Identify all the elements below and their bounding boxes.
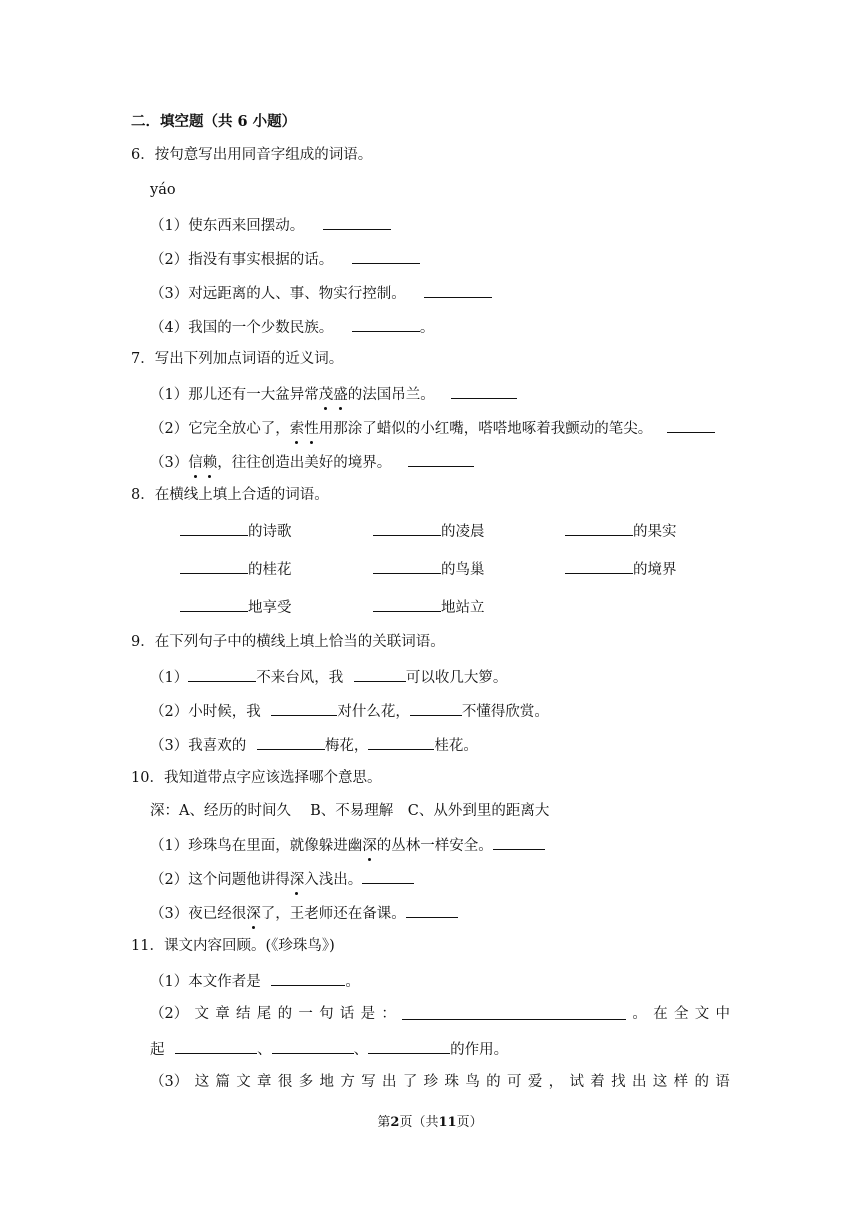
item-char: 地	[319, 1074, 335, 1090]
cell-text: 地享受	[248, 600, 292, 616]
item-text: 的法国吊兰。	[347, 387, 435, 403]
answer-blank[interactable]	[180, 596, 248, 612]
answer-blank[interactable]	[408, 451, 474, 467]
item-text: （1）	[150, 670, 189, 686]
answer-blank[interactable]	[362, 868, 414, 884]
q10-options: 深：A、经历的时间久 B、不易理解 C、从外到里的距离大	[150, 803, 550, 819]
answer-blank[interactable]	[180, 520, 248, 536]
item-text: （3）	[150, 455, 189, 471]
question-9-stem: 9．在下列句子中的横线上填上恰当的关联词语。	[131, 634, 445, 650]
q9-item-3	[150, 734, 478, 756]
item-char: 句	[319, 1006, 334, 1022]
item-char: 。	[632, 1006, 647, 1022]
answer-blank[interactable]	[180, 558, 248, 574]
answer-blank[interactable]	[406, 902, 458, 918]
q11-item-2-line-1	[150, 1004, 730, 1024]
item-char: 的	[694, 1074, 709, 1090]
item-char: 写	[361, 1074, 376, 1090]
item-text: 。	[345, 974, 360, 990]
footer-text: 页（共	[399, 1115, 439, 1130]
item-text: 了，王老师还在备课。	[260, 906, 406, 922]
item-text: （2）指没有事实根据的话。	[150, 252, 334, 268]
item-char: 在	[653, 1006, 668, 1022]
answer-blank[interactable]	[451, 383, 517, 399]
question-11-stem: 11．课文内容回顾。(《珍珠鸟》)	[131, 938, 335, 954]
answer-blank[interactable]	[667, 417, 715, 433]
item-char: 珠	[444, 1074, 459, 1090]
answer-blank[interactable]	[493, 834, 545, 850]
item-text: 入浅出。	[304, 872, 363, 888]
q7-item-2	[150, 417, 715, 439]
item-char: 章	[257, 1074, 272, 1090]
q11-item-2-line-2	[150, 1038, 508, 1060]
item-text: （1）本文作者是	[150, 974, 261, 990]
q8-cell	[565, 558, 677, 580]
item-text: 不来台风，我	[256, 670, 344, 686]
item-char: 可	[506, 1074, 522, 1090]
item-text: （3）夜已经很	[150, 906, 247, 922]
item-text: 起	[150, 1042, 165, 1058]
answer-blank[interactable]	[354, 666, 406, 682]
pinyin-label: yáo	[150, 182, 176, 198]
answer-blank[interactable]	[373, 596, 441, 612]
item-text: （3）我喜欢的	[150, 738, 247, 754]
q9-item-2	[150, 700, 549, 722]
item-char: 全	[673, 1006, 689, 1022]
item-char: 的	[277, 1006, 293, 1022]
item-text: 桂花。	[434, 738, 478, 754]
answer-blank[interactable]	[271, 700, 337, 716]
dotted-char: 深	[246, 906, 261, 922]
answer-blank[interactable]	[323, 214, 391, 230]
footer-text: 页）	[456, 1115, 483, 1130]
q8-cell	[373, 558, 485, 580]
q10-item-3	[150, 902, 458, 924]
item-text: （1）使东西来回摆动。	[150, 218, 305, 234]
q6-item-4	[150, 316, 434, 338]
item-text: ，往往创造出美好的境界。	[217, 455, 392, 471]
item-text: （2）它完全放心了，	[150, 421, 290, 437]
answer-blank[interactable]	[410, 700, 462, 716]
page-number: 2	[390, 1115, 400, 1130]
item-text: 可以收几大箩。	[405, 670, 508, 686]
answer-blank[interactable]	[424, 282, 492, 298]
cell-text: 地站立	[441, 600, 485, 616]
item-char: 爱	[527, 1074, 543, 1090]
item-char: 这	[652, 1074, 668, 1090]
item-char: 篇	[215, 1074, 230, 1090]
item-text: 不懂得欣赏。	[461, 704, 549, 720]
item-text: （2）小时候，我	[150, 704, 261, 720]
answer-blank[interactable]	[272, 1038, 354, 1054]
item-text: 的丛林一样安全。	[376, 838, 493, 854]
answer-blank[interactable]	[565, 558, 633, 574]
answer-blank[interactable]	[368, 734, 434, 750]
item-text: 对什么花，	[337, 704, 410, 720]
item-text: （2）这个问题他讲得	[150, 872, 290, 888]
q9-item-1	[150, 666, 507, 688]
item-text: （4）我国的一个少数民族。	[150, 320, 334, 336]
answer-blank[interactable]	[352, 316, 420, 332]
item-char: 很	[277, 1074, 293, 1090]
total-pages: 11	[438, 1115, 457, 1130]
dotted-char: 性	[304, 421, 319, 437]
item-char: 中	[715, 1006, 730, 1022]
item-char: 文	[694, 1006, 710, 1022]
item-char: 语	[715, 1074, 730, 1090]
item-char: 多	[298, 1074, 314, 1090]
cell-text: 的桂花	[248, 562, 292, 578]
question-10-stem: 10．我知道带点字应该选择哪个意思。	[131, 770, 382, 786]
q6-item-3	[150, 282, 492, 304]
dotted-char: 深	[362, 838, 377, 854]
item-text: （3）对远距离的人、事、物实行控制。	[150, 286, 406, 302]
item-char: ，	[548, 1074, 564, 1090]
footer-text: 第	[377, 1115, 391, 1130]
item-char: 文	[236, 1074, 251, 1090]
item-char: 着	[590, 1074, 605, 1090]
answer-blank[interactable]	[257, 734, 325, 750]
item-char: 这	[194, 1074, 210, 1090]
q6-item-2	[150, 248, 420, 270]
item-char: 话	[339, 1006, 355, 1022]
dotted-char: 盛	[333, 387, 348, 403]
answer-blank[interactable]	[352, 248, 420, 264]
separator: 、	[353, 1042, 369, 1058]
cell-text: 的果实	[633, 524, 677, 540]
item-char: 尾	[256, 1006, 272, 1022]
answer-blank[interactable]	[402, 1004, 626, 1020]
q7-item-1	[150, 383, 517, 405]
page-footer	[0, 1111, 860, 1130]
item-char: ：	[381, 1006, 396, 1022]
q8-cell	[180, 520, 292, 542]
answer-blank[interactable]	[373, 520, 441, 536]
item-number: （3）	[150, 1074, 189, 1090]
item-text: 梅花，	[324, 738, 369, 754]
cell-text: 的鸟巢	[441, 562, 485, 578]
question-8-stem: 8．在横线上填上合适的词语。	[131, 487, 329, 503]
dotted-char: 赖	[202, 455, 218, 471]
item-char: 的	[486, 1074, 501, 1090]
item-char: 珍	[423, 1074, 439, 1090]
q10-item-2	[150, 868, 414, 890]
end-mark: 。	[419, 320, 435, 336]
dotted-char: 信	[188, 455, 203, 471]
item-char: 样	[673, 1074, 689, 1090]
item-char: 文	[194, 1006, 209, 1022]
item-char: 结	[236, 1006, 251, 1022]
item-char: 章	[215, 1006, 230, 1022]
item-char: 找	[611, 1074, 626, 1090]
q8-cell	[565, 520, 677, 542]
dotted-char: 深	[289, 872, 305, 888]
cell-text: 的诗歌	[248, 524, 292, 540]
item-char: 一	[298, 1006, 313, 1022]
q7-item-3	[150, 451, 474, 473]
q8-cell	[373, 520, 485, 542]
item-char: 鸟	[465, 1074, 480, 1090]
item-text: （1）珍珠鸟在里面，就像躲进幽	[150, 838, 363, 854]
answer-blank[interactable]	[368, 1038, 450, 1054]
q8-cell	[180, 558, 292, 580]
answer-blank[interactable]	[373, 558, 441, 574]
item-number: （2）	[150, 1006, 189, 1022]
item-char: 出	[631, 1074, 647, 1090]
item-char: 是	[360, 1006, 376, 1022]
q10-item-1	[150, 834, 545, 856]
answer-blank[interactable]	[188, 666, 256, 682]
cell-text: 的凌晨	[441, 524, 485, 540]
answer-blank[interactable]	[175, 1038, 257, 1054]
item-text: （1）那儿还有一大盆异常	[150, 387, 319, 403]
question-6-stem: 6．按句意写出用同音字组成的词语。	[131, 147, 373, 163]
cell-text: 的境界	[633, 562, 677, 578]
item-char: 试	[569, 1074, 584, 1090]
item-char: 了	[402, 1074, 418, 1090]
item-char: 出	[382, 1074, 397, 1090]
item-text: 用那涂了蜡似的小红嘴，嗒嗒地啄着我颤动的笔尖。	[318, 421, 653, 437]
q6-item-1	[150, 214, 391, 236]
section-title: 二．填空题（共 6 小题）	[131, 113, 297, 130]
q8-cell	[180, 596, 292, 618]
question-7-stem: 7．写出下列加点词语的近义词。	[131, 351, 344, 367]
dotted-char: 茂	[318, 387, 334, 403]
q11-item-1	[150, 970, 360, 992]
separator: 、	[257, 1042, 272, 1058]
answer-blank[interactable]	[271, 970, 345, 986]
answer-blank[interactable]	[565, 520, 633, 536]
item-char: 方	[340, 1074, 355, 1090]
q8-cell	[373, 596, 485, 618]
dotted-char: 索	[289, 421, 305, 437]
item-text: 的作用。	[450, 1042, 509, 1058]
q11-item-3-line-1	[150, 1072, 730, 1092]
